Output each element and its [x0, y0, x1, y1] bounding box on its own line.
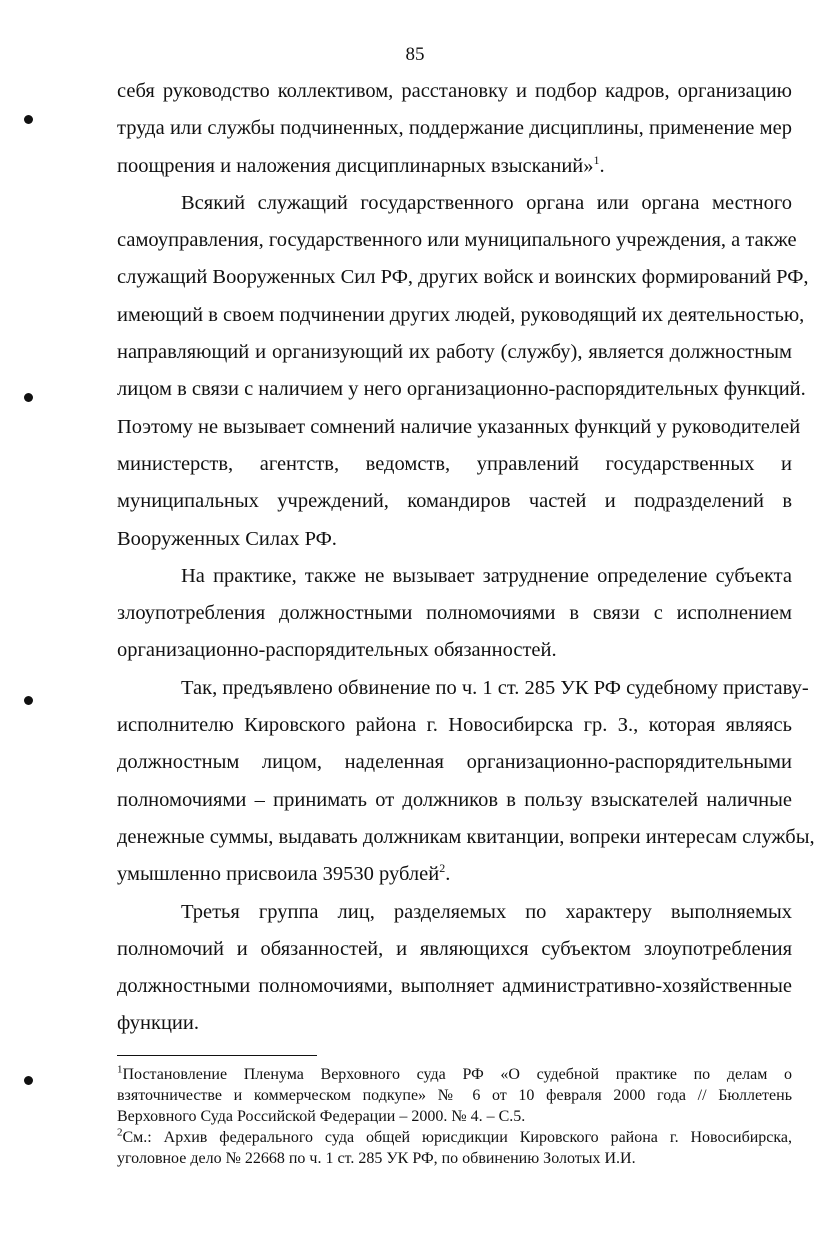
text-line: труда или службы подчиненных, поддержание дисциплины, применение мер [117, 117, 792, 140]
text-line [117, 856, 792, 893]
text-line: полномочий и обязанностей, и являющихся субъектом злоупотребления [117, 937, 792, 960]
text-line: Третья группа лиц, разделяемых по характеру выполняемых [181, 900, 792, 923]
text-fragment: поощрения и наложения дисциплинарных взысканий» [117, 154, 594, 177]
text-line: направляющий и организующий их работу (службу), является должностным [117, 341, 792, 364]
text-fragment: Постановление Пленума Верховного суда РФ «О судебной практике по делам о [122, 1066, 792, 1083]
text-line: самоуправления, государственного или муниципального учреждения, а также [117, 229, 797, 252]
footnote-line: взяточничестве и коммерческом подкупе» № 6 от 10 февраля 2000 года // Бюллетень [117, 1087, 792, 1104]
footnote-ref: 1 [593, 152, 600, 167]
text-line: На практике, также не вызывает затруднение определение субъекта [181, 564, 792, 587]
text-line: полномочиями – принимать от должников в пользу взыскателей наличные [117, 788, 792, 811]
text-line: Вооруженных Силах РФ. [117, 527, 337, 550]
text-fragment: См.: Архив федерального суда общей юрисдикции Кировского района г. Новосибирска, [122, 1129, 792, 1146]
paragraph-1 [117, 73, 792, 185]
text-line: должностными полномочиями, выполняет административно-хозяйственные [117, 975, 792, 998]
paragraph-4 [117, 670, 815, 894]
body-text [117, 73, 815, 1043]
margin-dot [24, 393, 33, 402]
footnote-line: Верховного Суда Российской Федерации – 2000. № 4. – С.5. [117, 1108, 526, 1125]
text-line: лицом в связи с наличием у него организационно-распорядительных функций. [117, 378, 806, 401]
paragraph-2 [117, 185, 809, 558]
text-line: денежные суммы, выдавать должникам квитанции, вопреки интересам службы, [117, 825, 815, 848]
footnote-line [117, 1127, 792, 1148]
text-fragment: . [599, 154, 605, 177]
text-line: Поэтому не вызывает сомнений наличие указанных функций у руководителей [117, 415, 801, 438]
margin-dot [24, 696, 33, 705]
text-line: злоупотребления должностными полномочиями в связи с исполнением [117, 602, 792, 625]
footnote-line: уголовное дело № 22668 по ч. 1 ст. 285 УК РФ, по обвинению Золотых И.И. [117, 1150, 636, 1167]
text-line: служащий Вооруженных Сил РФ, других войск и воинских формирований РФ, [117, 266, 809, 289]
margin-dot [24, 1076, 33, 1085]
paragraph-5 [117, 894, 792, 1043]
text-line: исполнителю Кировского района г. Новосибирска гр. З., которая являясь [117, 714, 792, 737]
paragraph-3 [117, 558, 792, 670]
text-line: Всякий служащий государственного органа или органа местного [181, 191, 792, 214]
text-line: имеющий в своем подчинении других людей, руководящий их деятельностью, [117, 303, 805, 326]
footnote-2 [117, 1127, 792, 1169]
footnote-divider [117, 1055, 317, 1056]
margin-dot [24, 115, 33, 124]
footnote-mark: 1 [117, 1063, 123, 1076]
footnote-mark: 2 [117, 1126, 123, 1139]
text-line: организационно-распорядительных обязанностей. [117, 639, 557, 662]
footnotes [117, 1064, 792, 1169]
page-number: 85 [405, 44, 425, 65]
text-line: функции. [117, 1012, 199, 1035]
text-line: Так, предъявлено обвинение по ч. 1 ст. 285 УК РФ судебному приставу- [181, 676, 809, 699]
text-line: муниципальных учреждений, командиров частей и подразделений в [117, 490, 792, 513]
text-fragment: . [445, 863, 451, 886]
footnote-ref: 2 [439, 861, 446, 876]
text-line [117, 148, 792, 185]
text-line: должностным лицом, наделенная организационно-распорядительными [117, 751, 792, 774]
text-fragment: умышленно присвоила 39530 рублей [117, 863, 440, 886]
text-line: министерств, агентств, ведомств, управлений государственных и [117, 452, 792, 475]
text-line: себя руководство коллективом, расстановку и подбор кадров, организацию [117, 80, 792, 102]
footnote-1 [117, 1064, 792, 1127]
footnote-line [117, 1064, 792, 1085]
